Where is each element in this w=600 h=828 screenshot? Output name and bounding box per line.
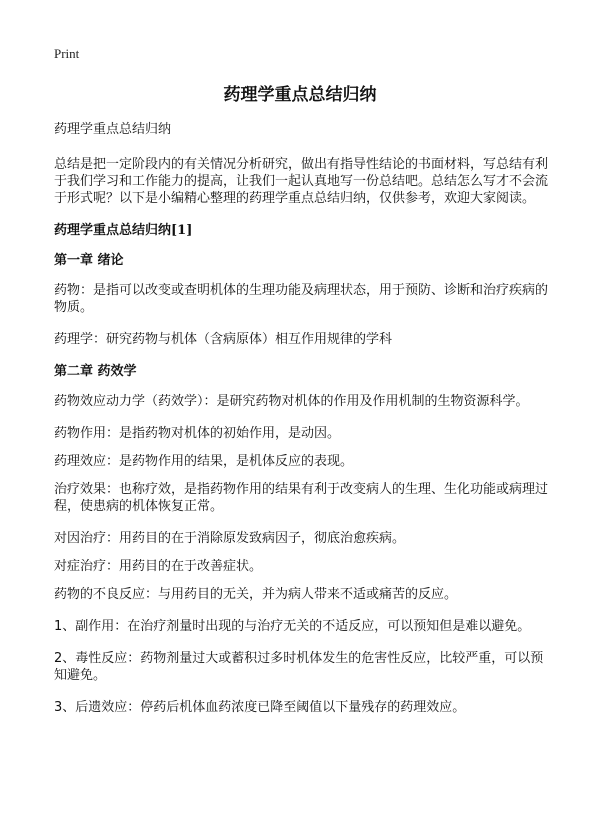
paragraph: 1、副作用：在治疗剂量时出现的与治疗无关的不适反应，可以预知但是难以避免。 [54,619,531,634]
document-subtitle: 药理学重点总结归纳 [54,122,172,137]
print-link[interactable]: Print [54,46,80,61]
paragraph: 对因治疗：用药目的在于消除原发致病因子，彻底治愈疾病。 [54,531,406,546]
paragraph: 药物的不良反应：与用药目的无关，并为病人带来不适或痛苦的反应。 [54,587,458,602]
paragraph: 治疗效果：也称疗效，是指药物作用的结果有利于改变病人的生理、生化功能或病理过程，使患病的机体恢复正常。 [54,482,549,514]
paragraph: 药物：是指可以改变或查明机体的生理功能及病理状态，用于预防、诊断和治疗疾病的物质。 [54,283,549,315]
paragraph: 2、毒性反应：药物剂量过大或蓄积过多时机体发生的危害性反应，比较严重，可以预知避免。 [54,651,544,683]
paragraph: 药理学：研究药物与机体（含病原体）相互作用规律的学科 [54,332,393,347]
paragraph: 对症治疗：用药目的在于改善症状。 [54,559,263,574]
document-body [54,120,554,731]
paragraph: 3、后遗效应：停药后机体血药浓度已降至阈值以下量残存的药理效应。 [54,700,466,715]
chapter-1-heading: 第一章 绪论 [54,253,124,268]
chapter-2-heading: 第二章 药效学 [54,364,137,379]
document-title: 药理学重点总结归纳 [223,85,377,105]
intro-paragraph: 总结是把一定阶段内的有关情况分析研究，做出有指导性结论的书面材料，写总结有利于我们学习和工作能力的提高，让我们一起认真地写一份总结吧。总结怎么写才不会流于形式呢？以下是小编精心整理的药理学重点总结归纳，仅供参考，欢迎大家阅读。 [54,157,549,206]
section-heading: 药理学重点总结归纳[1] [54,223,193,238]
paragraph: 药理效应：是药物作用的结果，是机体反应的表现。 [54,454,354,469]
paragraph: 药物作用：是指药物对机体的初始作用，是动因。 [54,426,341,441]
paragraph: 药物效应动力学（药效学）：是研究药物对机体的作用及作用机制的生物资源科学。 [54,394,529,409]
